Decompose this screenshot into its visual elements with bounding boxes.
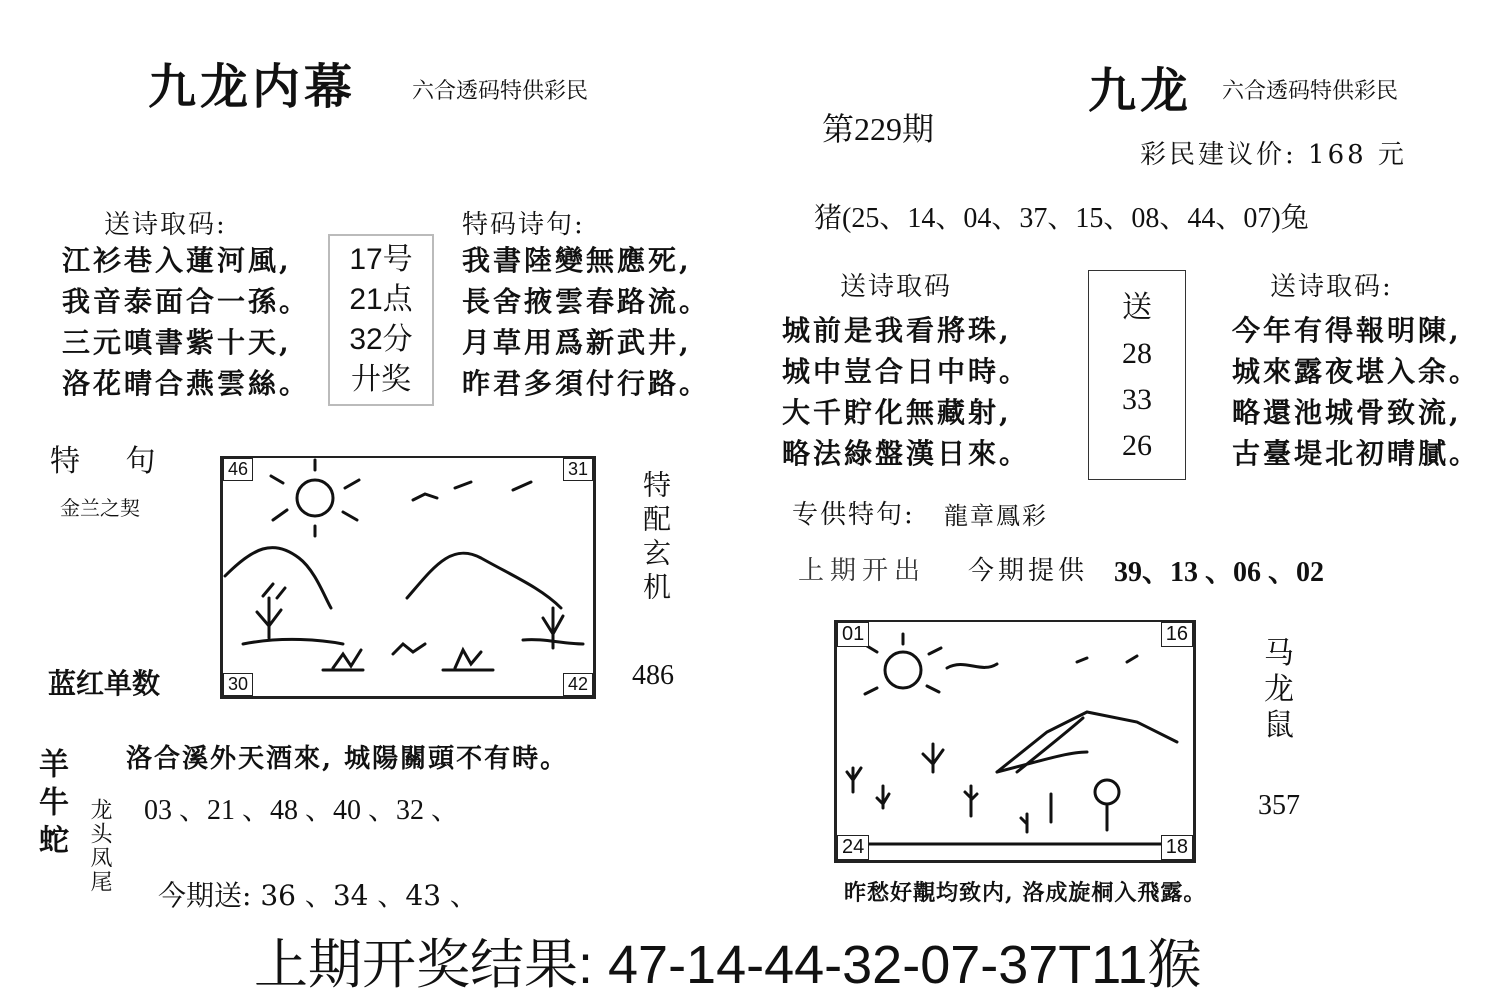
previous-result: 上期开奖结果: 47-14-44-32-07-37T11猴 xyxy=(254,935,1202,995)
left-center-box xyxy=(328,234,434,406)
right-poem-left-line: 城中豈合日中時。 xyxy=(782,355,1031,388)
this-issue-label: 今期提供 xyxy=(968,556,1089,586)
side-animal: 鼠 xyxy=(1264,708,1294,743)
send-box-item: 送 xyxy=(1122,290,1152,325)
side-animal: 马 xyxy=(1264,636,1294,671)
right-poem-left-line: 城前是我看將珠, xyxy=(782,314,1012,347)
special-poem xyxy=(462,240,710,404)
left-poem-line: 江衫巷入蓮河風, xyxy=(62,244,292,277)
right-poem-right xyxy=(1232,310,1480,474)
right-poem-head-right: 送诗取码: xyxy=(1270,272,1393,302)
side-animal: 龙 xyxy=(1264,672,1294,707)
right-poem-right-line: 城來露夜堪入余。 xyxy=(1232,355,1481,388)
pig-rabbit-line: 猪(25、14、04、37、15、08、44、07)兔 xyxy=(814,203,1309,234)
send-box-item: 26 xyxy=(1122,429,1152,462)
pic-corner-br: 42 xyxy=(563,673,593,696)
send-box-item: 33 xyxy=(1122,383,1152,416)
right-poem-head-left: 送诗取码 xyxy=(840,272,953,302)
pic-corner-bl: 24 xyxy=(837,835,869,860)
pic-corner-tl: 01 xyxy=(837,622,869,647)
special-poem-line: 我書陸變無應死, xyxy=(462,244,692,277)
left-poem-line: 洛花晴合燕雲絲。 xyxy=(62,367,311,400)
lanhong-value: 486 xyxy=(632,660,674,691)
left-poem-line: 三元嗔書紫十天, xyxy=(62,326,292,359)
this-issue-numbers: 39、13 、06 、02 xyxy=(1114,557,1325,588)
pic-corner-tr: 31 xyxy=(563,458,593,481)
pic-corner-br: 18 xyxy=(1161,835,1193,860)
pic-corner-bl: 30 xyxy=(223,673,253,696)
last-issue-label: 上期开出 xyxy=(798,556,927,586)
right-picture-drawing xyxy=(837,622,1193,860)
special-poem-line: 月草用爲新武井, xyxy=(462,326,692,359)
right-poem-left-line: 略法綠盤漢日來。 xyxy=(782,437,1031,470)
right-poem-left xyxy=(782,310,1030,474)
left-poem-head: 送诗取码: xyxy=(104,210,227,240)
right-bottom-poem: 昨愁好覯均致内, 洛成旋桐入飛露。 xyxy=(844,880,1207,906)
right-title: 九龙 xyxy=(1088,63,1193,119)
right-poem-right-line: 古臺堤北初晴膩。 xyxy=(1232,437,1481,470)
special-hint-vertical: 特配玄机 xyxy=(639,470,672,606)
send-box xyxy=(1088,270,1186,480)
send-box-item: 28 xyxy=(1122,337,1152,370)
right-poem-left-line: 大千貯化無藏射, xyxy=(782,396,1012,429)
lanhong-label: 蓝红单数 xyxy=(48,667,161,700)
numbers-line: 03 、21 、48 、40 、32 、 xyxy=(144,795,460,826)
special-poem-line: 昨君多須付行路。 xyxy=(462,367,711,400)
price-label: 彩民建议价: 168 元 xyxy=(1140,140,1407,170)
right-side-animals xyxy=(1264,636,1294,744)
longtou-vertical: 龙头凤尾 xyxy=(87,798,112,894)
teju-label: 特 句 xyxy=(50,444,174,479)
center-box-item: 廾奖 xyxy=(351,363,411,396)
right-special-label: 专供特句: xyxy=(792,500,915,530)
right-subtitle: 六合透码特供彩民 xyxy=(1222,79,1399,104)
left-picture-drawing xyxy=(223,458,593,696)
special-poem-line: 長舍掖雲春路流。 xyxy=(462,285,711,318)
right-poem-right-line: 略還池城骨致流, xyxy=(1232,396,1462,429)
right-picture xyxy=(834,620,1196,863)
left-poem xyxy=(62,240,310,404)
left-poem-line: 我音泰面合一孫。 xyxy=(62,285,311,318)
center-box-item: 17号 xyxy=(349,243,413,276)
right-special-value: 龍章鳳彩 xyxy=(944,502,1048,530)
center-box-item: 32分 xyxy=(349,323,413,356)
right-poem-right-line: 今年有得報明陳, xyxy=(1232,314,1462,347)
special-poem-head: 特码诗句: xyxy=(462,210,585,240)
left-subtitle: 六合透码特供彩民 xyxy=(412,79,589,104)
animals-vertical: 羊牛蛇 xyxy=(33,748,68,862)
pic-corner-tl: 46 xyxy=(223,458,253,481)
left-picture xyxy=(220,456,596,699)
teju-value: 金兰之契 xyxy=(60,498,140,520)
issue-number: 第229期 xyxy=(822,111,935,147)
right-side-number: 357 xyxy=(1258,790,1300,821)
pic-corner-tr: 16 xyxy=(1161,622,1193,647)
center-box-item: 21点 xyxy=(349,283,413,316)
song-line: 今期送: 36 、34 、43 、 xyxy=(158,879,478,912)
left-bottom-poem: 洛合溪外天酒來, 城陽關頭不有時。 xyxy=(126,744,569,774)
left-title: 九龙内幕 xyxy=(148,59,357,115)
